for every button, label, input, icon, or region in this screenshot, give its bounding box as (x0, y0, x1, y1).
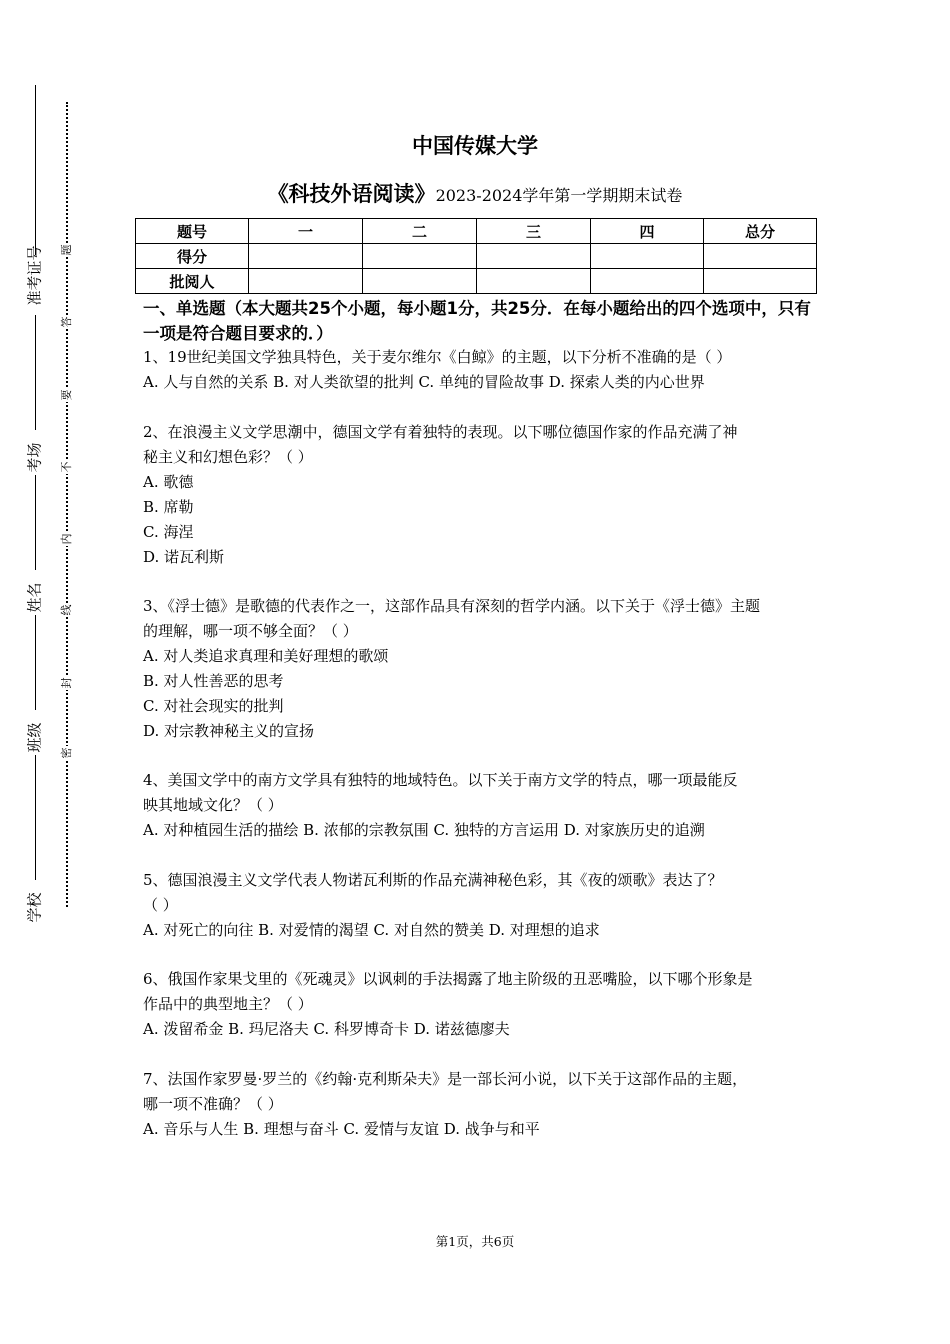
question-options: A. 泼留希金 B. 玛尼洛夫 C. 科罗博奇卡 D. 诺兹德廖夫 (143, 1020, 510, 1038)
class-label: 班级 (25, 722, 44, 753)
question-stem-line: 哪一项不准确？（ ） (143, 1095, 283, 1113)
question-stem-line: 3、《浮士德》是歌德的代表作之一，这部作品具有深刻的哲学内涵。以下关于《浮士德》主题 (143, 597, 761, 615)
score-table (135, 218, 817, 294)
header-cell-4: 四 (591, 219, 704, 244)
seal-char-da: 答 (60, 316, 73, 328)
exam-term: 2023-2024学年第一学期期末试卷 (435, 186, 683, 205)
option-a: A. 歌德 (143, 473, 194, 491)
exam-number-line (35, 315, 36, 430)
score-cell[interactable] (591, 244, 704, 269)
question-stem-line: 5、德国浪漫主义文学代表人物诺瓦利斯的作品充满神秘色彩，其《夜的颂歌》表达了？ (143, 871, 723, 889)
option-b: B. 席勒 (143, 498, 194, 516)
question-4 (143, 768, 818, 843)
grader-cell[interactable] (704, 269, 817, 294)
header-cell-3: 三 (477, 219, 591, 244)
question-stem-line: 2、在浪漫主义文学思潮中，德国文学有着独特的表现。以下哪位德国作家的作品充满了神 (143, 423, 738, 441)
page-footer: 第1页，共6页 (435, 1234, 515, 1249)
option-c: C. 海涅 (143, 523, 194, 541)
seal-char-xian: 线 (60, 604, 73, 616)
question-stem-line: 6、俄国作家果戈里的《死魂灵》以讽刺的手法揭露了地主阶级的丑恶嘴脸，以下哪个形象是 (143, 970, 753, 988)
university-title: 中国传媒大学 (412, 134, 538, 158)
exam-subtitle (0, 180, 950, 210)
question-stem-line: 秘主义和幻想色彩？（ ） (143, 448, 313, 466)
class-line (35, 755, 36, 880)
score-cell[interactable] (363, 244, 477, 269)
option-b: B. 对人性善恶的思考 (143, 672, 284, 690)
seal-dotted-line (66, 102, 68, 907)
option-a: A. 对人类追求真理和美好理想的歌颂 (143, 647, 389, 665)
score-cell[interactable] (477, 244, 591, 269)
question-stem-line: 7、法国作家罗曼·罗兰的《约翰·克利斯朵夫》是一部长河小说，以下关于这部作品的主题， (143, 1070, 748, 1088)
question-2 (143, 420, 818, 570)
score-cell[interactable] (704, 244, 817, 269)
option-c: C. 对社会现实的批判 (143, 697, 284, 715)
seal-char-bu: 不 (60, 461, 73, 473)
seal-char-nei: 内 (60, 533, 73, 545)
header-cell-1: 一 (249, 219, 363, 244)
question-1 (143, 345, 818, 395)
seal-char-ti: 题 (60, 244, 73, 256)
header-cell-total: 总分 (704, 219, 817, 244)
question-options: A. 音乐与人生 B. 理想与奋斗 C. 爱情与友谊 D. 战争与和平 (143, 1120, 540, 1138)
exam-room-label: 考场 (25, 442, 44, 473)
question-stem-line: 的理解，哪一项不够全面？（ ） (143, 622, 358, 640)
score-table-header-row (136, 219, 817, 244)
question-5 (143, 868, 818, 943)
course-name: 《科技外语阅读》 (267, 182, 436, 206)
margin-line (35, 85, 36, 255)
grader-cell[interactable] (249, 269, 363, 294)
exam-room-line (35, 475, 36, 570)
question-options: A. 对种植园生活的描绘 B. 浓郁的宗教氛围 C. 独特的方言运用 D. 对家族历史的追溯 (143, 821, 705, 839)
grader-cell[interactable] (363, 269, 477, 294)
score-row (136, 244, 817, 269)
grader-row (136, 269, 817, 294)
question-stem-line: 作品中的典型地主？（ ） (143, 995, 313, 1013)
name-line (35, 615, 36, 710)
grader-row-label: 批阅人 (136, 269, 249, 294)
seal-char-mi: 密 (60, 747, 73, 759)
score-row-label: 得分 (136, 244, 249, 269)
option-d: D. 诺瓦利斯 (143, 548, 225, 566)
seal-char-yao: 要 (60, 389, 73, 401)
header-cell-2: 二 (363, 219, 477, 244)
question-stem-line: 4、美国文学中的南方文学具有独特的地域特色。以下关于南方文学的特点，哪一项最能反 (143, 771, 738, 789)
question-stem-line: 映其地域文化？（ ） (143, 796, 283, 814)
header-cell-number: 题号 (136, 219, 249, 244)
question-7 (143, 1067, 818, 1142)
school-label: 学校 (25, 892, 44, 923)
question-3 (143, 594, 818, 744)
seal-char-feng: 封 (60, 677, 73, 689)
option-d: D. 对宗教神秘主义的宣扬 (143, 722, 315, 740)
name-label: 姓名 (25, 582, 44, 613)
exam-number-label: 准考证号 (25, 245, 44, 306)
question-options: A. 人与自然的关系 B. 对人类欲望的批判 C. 单纯的冒险故事 D. 探索人类的内心世界 (143, 373, 705, 391)
grader-cell[interactable] (591, 269, 704, 294)
section-heading: 一、单选题（本大题共25个小题，每小题1分，共25分．在每小题给出的四个选项中，只有一项是符合题目要求的．） (143, 299, 811, 343)
grader-cell[interactable] (477, 269, 591, 294)
question-stem-line: （ ） (143, 896, 178, 914)
question-stem: 1、19世纪美国文学独具特色，关于麦尔维尔《白鲸》的主题，以下分析不准确的是（ ） (143, 348, 732, 366)
question-6 (143, 967, 818, 1042)
question-options: A. 对死亡的向往 B. 对爱情的渴望 C. 对自然的赞美 D. 对理想的追求 (143, 921, 600, 939)
score-cell[interactable] (249, 244, 363, 269)
